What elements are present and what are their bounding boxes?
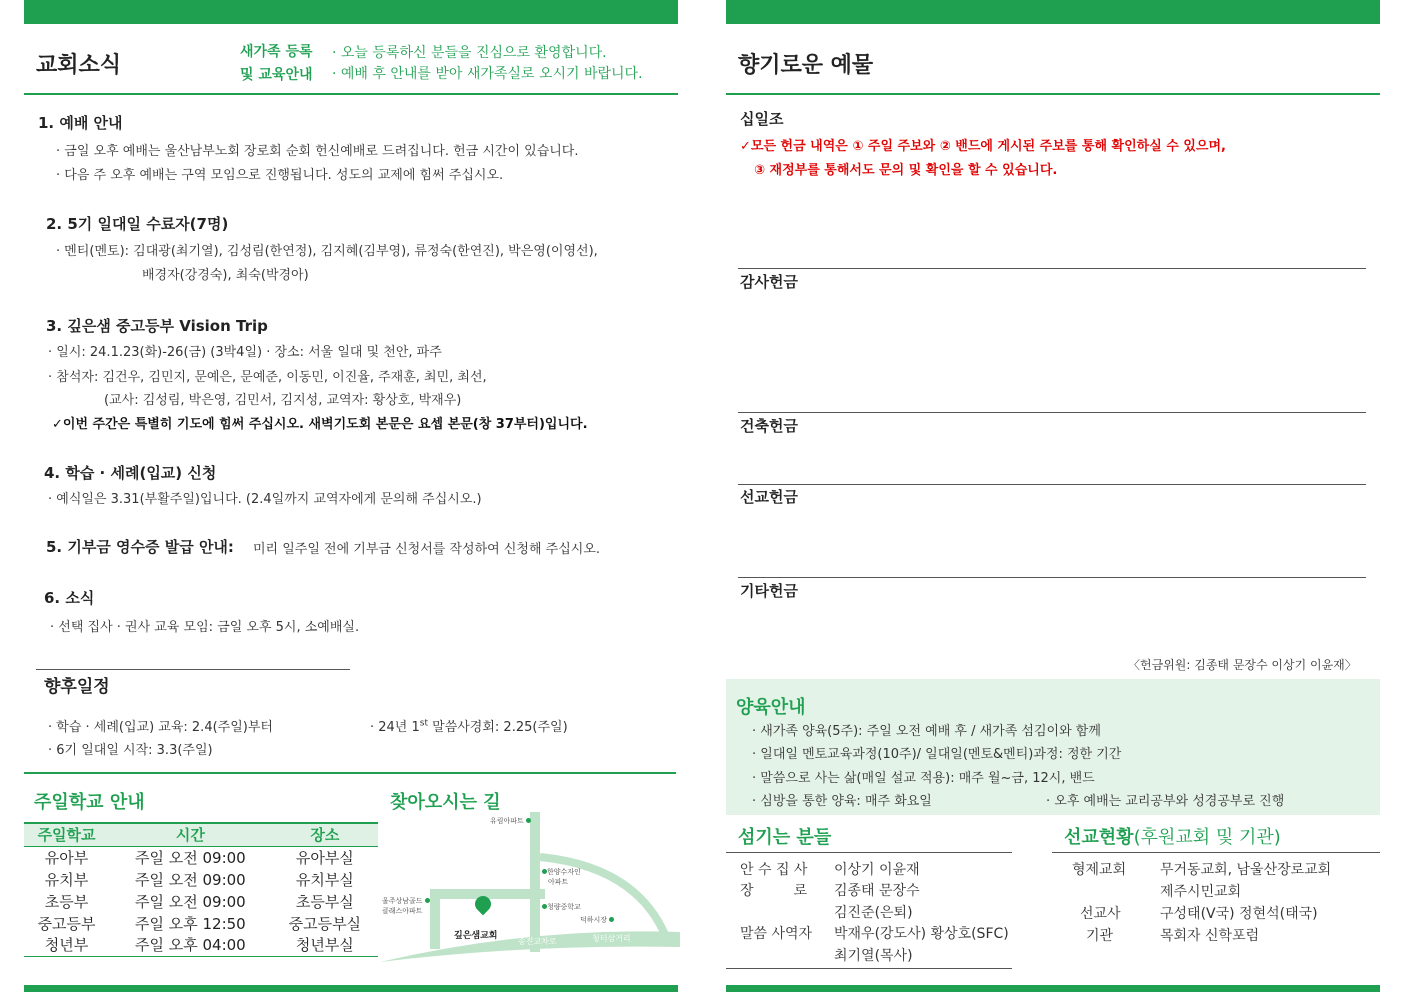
table-cell: 유아부 (44, 848, 89, 867)
table-row (24, 846, 378, 868)
offering-title-divider (726, 93, 1380, 95)
table-cell: 주일 오후 12:50 (135, 914, 246, 933)
schedule-line-1: · 학습 · 세례(입교) 교육: 2.4(주일)부터 (48, 720, 273, 735)
servers-value-deacon: 이상기 이윤재 (834, 862, 920, 878)
page-title: 교회소식 (36, 53, 122, 78)
map-label-top: 유림아파트 (490, 816, 531, 826)
thanks-divider (738, 268, 1366, 269)
table-row (24, 890, 378, 912)
left-top-bar (24, 0, 678, 24)
section-1-line-2: · 다음 주 오후 예배는 구역 모임으로 진행됩니다. 성도의 교제에 힘써 주십시오. (56, 168, 504, 183)
sunday-school-table (24, 822, 378, 957)
table-cell: 주일 오전 09:00 (135, 848, 246, 867)
building-offering-label: 건축헌금 (740, 417, 798, 435)
table-row (24, 912, 378, 934)
building-divider (738, 412, 1366, 413)
map-label-left2: 클래스아파트 (382, 907, 423, 915)
table-cell: 초등부 (44, 892, 89, 911)
map-label-road2: 청터삼거리 (592, 934, 631, 943)
mission-offering-label: 선교헌금 (740, 488, 798, 506)
map-label-church: 깊은샘교회 (454, 931, 498, 941)
section-2-line-1: · 멘티(멘토): 김대광(최기열), 김성림(한연정), 김지혜(김부영), 류정숙(한연진), 박은영(이영선), (56, 244, 598, 259)
newcomer-label-1: 새가족 등록 (240, 44, 313, 60)
section-6-title: 6. 소식 (44, 589, 95, 607)
servers-bottom-line (726, 968, 1012, 969)
mission-value-churches-2: 제주시민교회 (1160, 884, 1242, 900)
schedule-divider (36, 669, 350, 670)
servers-label-ministers: 말씀 사역자 (740, 926, 813, 942)
section-6-line-1: · 선택 집사 · 권사 교육 모임: 금일 오후 5시, 소예배실. (50, 620, 360, 635)
table-header: 시간 (109, 823, 272, 846)
section-3-line-2: · 참석자: 김건우, 김민지, 문예은, 문예준, 이동민, 이진율, 주재훈, 최민, 최선, (48, 370, 487, 385)
tithe-note-1: ✓모든 헌금 내역은 ① 주일 주보와 ② 밴드에 게시된 주보를 통해 확인하실 수 있으며, (740, 139, 1226, 154)
section-5-text: 미리 일주일 전에 기부금 신청서를 작성하여 신청해 주십시오. (253, 542, 601, 557)
servers-top-line (726, 852, 1012, 853)
table-cell: 중고등부실 (288, 914, 362, 933)
table-header: 장소 (272, 823, 378, 846)
thanks-offering-label: 감사헌금 (740, 273, 798, 291)
table-header: 주일학교 (24, 823, 109, 846)
newcomer-line-1: · 오늘 등록하신 분들을 진심으로 환영합니다. (332, 45, 607, 61)
left-bottom-bar (24, 985, 678, 992)
table-cell: 유치부 (44, 870, 89, 889)
newcomer-label-2: 및 교육안내 (240, 67, 313, 83)
offering-title: 향기로운 예물 (738, 53, 874, 78)
section-3-line-1: · 일시: 24.1.23(화)-26(금) (3박4일) · 장소: 서울 일대 및 천안, 파주 (48, 345, 442, 360)
table-cell: 유아부실 (295, 848, 354, 867)
map-label-left1: 울주상남골드 (382, 896, 430, 906)
mission-label-churches: 형제교회 (1072, 862, 1127, 878)
mission-value-churches: 무거동교회, 남울산장로교회 (1160, 862, 1332, 878)
offering-committee: 〈헌금위원: 김종태 문장수 이상기 이윤재〉 (1128, 658, 1357, 672)
map-label-market: 덕하시장 (580, 915, 614, 925)
nurture-line-5: · 오후 예배는 교리공부와 성경공부로 진행 (1046, 794, 1285, 809)
map-label-school: 청량중학교 (542, 902, 581, 912)
mission-divider (738, 484, 1366, 485)
bottom-section-divider (24, 772, 676, 774)
tithe-note-2: ③ 재정부를 통해서도 문의 및 확인을 할 수 있습니다. (754, 163, 1058, 178)
title-divider (24, 93, 678, 95)
servers-value-ministers: 박재우(강도사) 황상호(SFC) (834, 926, 1009, 942)
map-label-road1: 송진교차로 (518, 937, 557, 946)
table-cell: 주일 오전 09:00 (135, 870, 246, 889)
table-cell: 초등부실 (295, 892, 354, 911)
table-cell: 주일 오후 04:00 (109, 934, 272, 956)
mission-label-institutions: 기관 (1086, 928, 1114, 944)
servers-label-elder: 장 로 (740, 883, 808, 899)
map-label-apt: 한양수자인 (542, 867, 581, 877)
section-4-title: 4. 학습 · 세례(입교) 신청 (44, 464, 217, 482)
section-2-line-2: 배경자(강경숙), 최숙(박경아) (142, 268, 309, 283)
nurture-line-1: · 새가족 양육(5주): 주일 오전 예배 후 / 새가족 섬김이와 함께 (752, 724, 1101, 739)
table-cell: 청년부 (24, 934, 109, 956)
nurture-title: 양육안내 (736, 697, 806, 718)
section-3-line-3: (교사: 김성림, 박은영, 김민서, 김지성, 교역자: 황상호, 박재우) (104, 393, 462, 408)
map-label-apt2: 아파트 (548, 878, 569, 886)
mission-value-missionaries: 구성태(V국) 정현석(태국) (1160, 906, 1318, 922)
section-5-title: 5. 기부금 영수증 발급 안내: (46, 538, 234, 556)
other-offering-label: 기타헌금 (740, 582, 798, 600)
table-row (24, 868, 378, 890)
mission-status-title: 선교현황(후원교회 및 기관) (1064, 827, 1281, 848)
section-1-line-1: · 금일 오후 예배는 울산남부노회 장로회 순회 헌신예배로 드려집니다. 헌금 시간이 있습니다. (56, 144, 579, 159)
nurture-line-3: · 말씀으로 사는 삶(매일 설교 적용): 매주 월~금, 12시, 밴드 (752, 771, 1095, 786)
map-title: 찾아오시는 길 (390, 792, 501, 813)
table-cell: 청년부실 (272, 934, 378, 956)
servers-value-elder: 김종태 문장수 (834, 883, 920, 899)
section-3-title: 3. 깊은샘 중고등부 Vision Trip (46, 317, 268, 335)
nurture-line-2: · 일대일 멘토교육과정(10주)/ 일대일(멘토&멘티)과정: 정한 기간 (752, 747, 1122, 762)
schedule-title: 향후일정 (44, 677, 110, 697)
servers-value-retired: 김진준(은퇴) (834, 905, 913, 921)
right-bottom-bar (726, 985, 1380, 992)
mission-label-missionaries: 선교사 (1080, 906, 1121, 922)
section-1-title: 1. 예배 안내 (38, 114, 123, 132)
section-3-line-4: ✓이번 주간은 특별히 기도에 힘써 주십시오. 새벽기도회 본문은 요셉 본문(창 37부터)입니다. (52, 417, 588, 432)
servers-label-deacon: 안 수 집 사 (740, 862, 808, 878)
table-cell: 중고등부 (37, 914, 96, 933)
right-top-bar (726, 0, 1380, 24)
section-4-line-1: · 예식일은 3.31(부활주일)입니다. (2.4일까지 교역자에게 문의해 주십시오.) (48, 492, 482, 507)
servers-value-pastor: 최기열(목사) (834, 948, 913, 964)
directions-map (380, 812, 680, 962)
schedule-line-3: · 6기 일대일 시작: 3.3(주일) (48, 743, 213, 758)
table-cell: 주일 오전 09:00 (135, 892, 246, 911)
newcomer-line-2: · 예배 후 안내를 받아 새가족실로 오시기 바랍니다. (332, 66, 643, 82)
sunday-school-title: 주일학교 안내 (34, 792, 145, 813)
table-row (24, 934, 378, 956)
mission-top-line (1052, 852, 1380, 853)
mission-value-institutions: 목회자 신학포럼 (1160, 928, 1260, 944)
tithe-label: 십일조 (740, 110, 784, 128)
section-2-title: 2. 5기 일대일 수료자(7명) (46, 215, 229, 233)
nurture-line-4: · 심방을 통한 양육: 매주 화요일 (752, 794, 932, 809)
schedule-line-2: · 24년 1st 말씀사경회: 2.25(주일) (370, 718, 568, 735)
table-cell: 유치부실 (295, 870, 354, 889)
servers-title: 섬기는 분들 (738, 827, 832, 848)
other-divider (738, 577, 1366, 578)
